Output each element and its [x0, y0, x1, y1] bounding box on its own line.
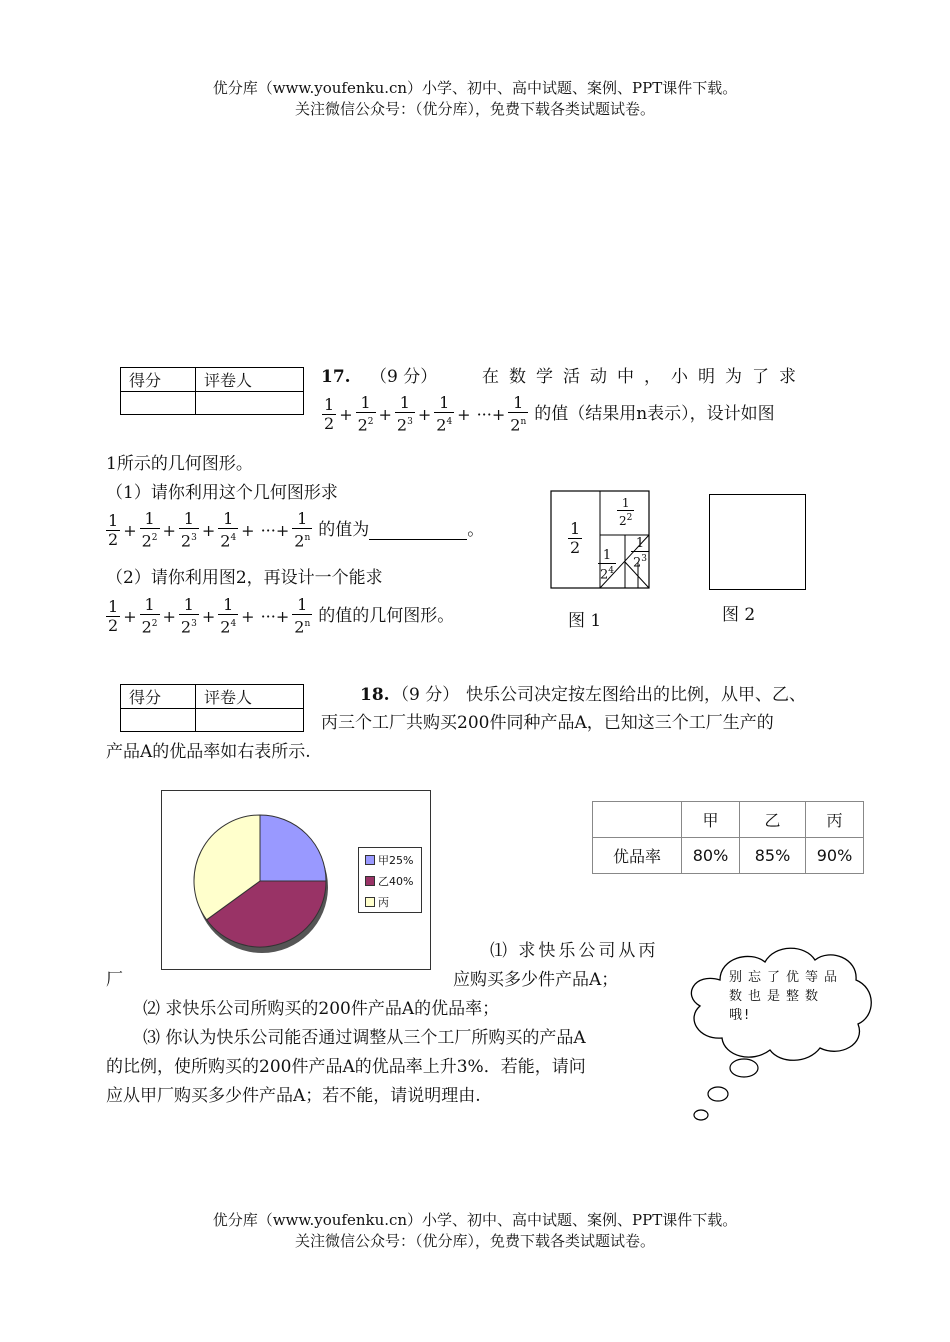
grader-label: 评卷人 [196, 368, 304, 392]
pie-chart-frame [161, 790, 431, 970]
fig2-label: 图 2 [722, 605, 756, 625]
rate-jia: 80% [682, 838, 740, 874]
fig1-sixteenth: $\frac{1}{2^4}$ [600, 548, 615, 583]
q17-part-1: （1）请你利用这个几何图形求 [106, 483, 338, 503]
quality-rate-table [592, 801, 864, 874]
rate-header-empty [593, 802, 682, 838]
frac-p1-4: $\frac{1}{2^4}$ [220, 509, 237, 551]
q18-intro: 快乐公司决定按左图给出的比例，从甲、乙、 [466, 685, 806, 705]
q17-expression-1: $\frac{1}{2}$ + $\frac{1}{2^2}$ + $\frac{1}{2^3}$ + $\frac{1}{2^4}$ + ···+ $\frac{1}{2^n}$ 的值（结果用n表示），设计如图 [324, 393, 775, 435]
footer-line-1: 优分库（www.youfenku.cn）小学、初中、高中试题、案例、PPT课件下载。 [212, 1211, 738, 1229]
q17-num: 17. [321, 367, 351, 387]
q18-sub3c: 应从甲厂购买多少件产品A；若不能，请说明理由. [106, 1086, 481, 1106]
frac-1-2pow4: $\frac{1}{2^4}$ [436, 393, 453, 435]
grader-cell [196, 392, 304, 415]
frac-p2-3: $\frac{1}{2^3}$ [180, 595, 197, 637]
q18-points: （9 分） [392, 685, 460, 705]
fig1-half: $\frac{1}{2}$ [570, 519, 581, 557]
score-cell [121, 709, 196, 732]
bubble-line-1: 别忘了优等品 [729, 970, 844, 985]
q18-line-3: 产品A的优品率如右表所示. [106, 742, 311, 762]
q17-part2-end: 的值的几何图形。 [318, 606, 455, 627]
score-label: 得分 [121, 685, 196, 709]
grader-label: 评卷人 [196, 685, 304, 709]
score-cell [121, 392, 196, 415]
q18-sub1c: 应购买多少件产品A； [453, 970, 619, 990]
rate-header-yi: 乙 [740, 802, 806, 838]
q18-sub3a: ⑶ 你认为快乐公司能否通过调整从三个工厂所购买的产品A [143, 1028, 586, 1048]
q18-sub3b: 的比例，使所购买的200件产品A的优品率上升3%．若能，请问 [106, 1057, 586, 1077]
bubble-line-2: 数也是整数 [729, 989, 825, 1004]
legend-item-yi: 乙40% [365, 873, 421, 889]
frac-p1-1: $\frac{1}{2}$ [108, 510, 119, 549]
rate-row-label: 优品率 [593, 838, 682, 874]
q17-part-2: （2）请你利用图2，再设计一个能求 [106, 568, 383, 588]
pie-legend [358, 847, 422, 913]
score-label: 得分 [121, 368, 196, 392]
q17-expression-3: $\frac{1}{2}$ + $\frac{1}{2^2}$ + $\frac{1}{2^3}$ + $\frac{1}{2^4}$ + ···+ $\frac{1}{2^n}$ 的值的几何图形。 [108, 595, 455, 637]
rate-bing: 90% [806, 838, 864, 874]
frac-p1-n: $\frac{1}{2^n}$ [294, 509, 311, 551]
figure-2 [709, 494, 806, 590]
q18-sub1a: ⑴ 求快乐公司从丙 [490, 941, 659, 961]
rate-header-bing: 丙 [806, 802, 864, 838]
fig1-quarter: $\frac{1}{2^2}$ [619, 496, 633, 528]
q17-period: 。 [467, 520, 485, 541]
q18-sub2: ⑵ 求快乐公司所购买的200件产品A的优品率； [143, 999, 500, 1019]
frac-p2-2: $\frac{1}{2^2}$ [141, 595, 158, 637]
frac-p2-4: $\frac{1}{2^4}$ [220, 595, 237, 637]
q17-line-2: 1所示的几何图形。 [106, 454, 253, 474]
q17-part1-end: 的值为 [318, 520, 370, 541]
rate-yi: 85% [740, 838, 806, 874]
q17-number [321, 366, 351, 388]
rate-header-jia: 甲 [682, 802, 740, 838]
frac-1-2: $\frac{1}{2}$ [324, 394, 335, 433]
pie-slice-0 [260, 815, 326, 881]
legend-item-bing: 丙 [365, 894, 421, 910]
frac-p2-1: $\frac{1}{2}$ [108, 596, 119, 635]
fig1-eighth: $\frac{1}{2^3}$ [633, 536, 648, 571]
q17-after-expr: 的值（结果用n表示），设计如图 [534, 404, 775, 425]
q18-num: 18. [360, 685, 390, 705]
frac-p2-n: $\frac{1}{2^n}$ [294, 595, 311, 637]
q18-number [360, 684, 390, 706]
q18-line-2: 丙三个工厂共购买200件同种产品A，已知这三个工厂生产的 [321, 713, 774, 733]
footer-line-2: 关注微信公众号：（优分库），免费下载各类试题试卷。 [294, 1232, 655, 1250]
frac-p1-2: $\frac{1}{2^2}$ [141, 509, 158, 551]
q17-intro: 在数学活动中，小明为了求 [482, 367, 806, 387]
header-line-1: 优分库（www.youfenku.cn）小学、初中、高中试题、案例、PPT课件下载。 [212, 79, 738, 97]
header-line-2: 关注微信公众号：（优分库），免费下载各类试题试卷。 [294, 100, 655, 118]
q17-points: （9 分） [370, 367, 438, 387]
frac-p1-3: $\frac{1}{2^3}$ [180, 509, 197, 551]
q17-expression-2: $\frac{1}{2}$ + $\frac{1}{2^2}$ + $\frac{1}{2^3}$ + $\frac{1}{2^4}$ + ···+ $\frac{1}{2^n}$ 的值为 。 [108, 509, 485, 551]
score-table-17 [120, 367, 304, 415]
legend-item-jia: 甲25% [365, 852, 421, 868]
score-table-18 [120, 684, 304, 732]
frac-1-2cube: $\frac{1}{2^3}$ [396, 393, 413, 435]
grader-cell [196, 709, 304, 732]
frac-1-2pown: $\frac{1}{2^n}$ [510, 393, 527, 435]
answer-blank[interactable] [369, 521, 467, 540]
q18-sub1b: 厂 [106, 970, 123, 990]
frac-1-2sq: $\frac{1}{2^2}$ [357, 393, 374, 435]
bubble-line-3: 哦! [729, 1008, 752, 1023]
fig1-label: 图 1 [568, 611, 602, 631]
